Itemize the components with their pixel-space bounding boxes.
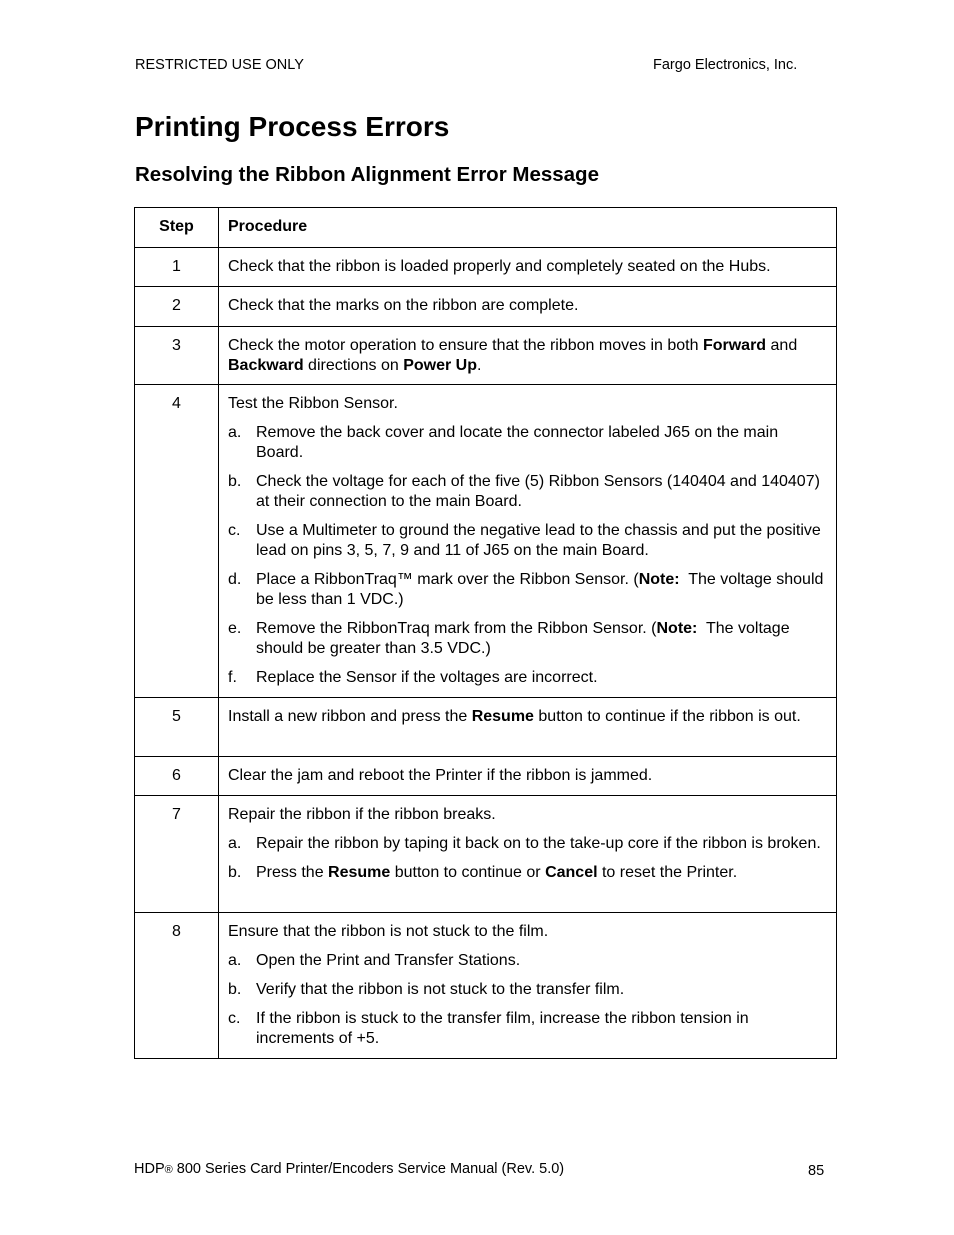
sub-step: b. Verify that the ribbon is not stuck to the transfer film. [228, 981, 625, 998]
step-number: 6 [135, 757, 219, 796]
column-header-procedure: Procedure [219, 208, 837, 248]
running-header-left: RESTRICTED USE ONLY [135, 57, 304, 73]
page-title: Printing Process Errors [135, 111, 450, 142]
table-row [135, 327, 837, 385]
sub-step: b. Check the voltage for each of the five (5) Ribbon Sensors (140404 and 140407) at their connection to the main Board. [228, 473, 820, 510]
step-number: 7 [135, 796, 219, 913]
table-row [135, 385, 837, 698]
sub-step: b. Press the Resume button to continue or Cancel to reset the Printer. [228, 864, 738, 881]
table-row [135, 757, 837, 796]
procedure-text: Check the motor operation to ensure that the ribbon moves in both Forward and Backward directions on Power Up. [219, 327, 837, 385]
table-row [135, 913, 837, 1059]
sub-step: d. Place a RibbonTraq™ mark over the Ribbon Sensor. (Note: The voltage should be less than 1 VDC.) [228, 571, 828, 608]
procedure-text: Repair the ribbon if the ribbon breaks. a. Repair the ribbon by taping it back on to the take-up core if the ribbon is broken. b. Press the Resume button to continue or Cancel to reset the Printer. [219, 796, 837, 913]
table-header-row [135, 208, 837, 248]
procedure-text: Check that the marks on the ribbon are complete. [219, 287, 837, 327]
sub-step: c. Use a Multimeter to ground the negative lead to the chassis and put the positive lead on pins 3, 5, 7, 9 and 11 of J65 on the main Board. [228, 522, 821, 559]
running-header-right: Fargo Electronics, Inc. [653, 57, 798, 73]
sub-step: a. Repair the ribbon by taping it back on to the take-up core if the ribbon is broken. [228, 835, 821, 852]
step-number: 3 [135, 327, 219, 385]
step-number: 5 [135, 698, 219, 757]
sub-step: f. Replace the Sensor if the voltages are incorrect. [228, 669, 598, 686]
step-number: 8 [135, 913, 219, 1059]
section-subtitle: Resolving the Ribbon Alignment Error Message [135, 163, 599, 186]
procedure-table [134, 207, 837, 1059]
table-row [135, 698, 837, 757]
sub-step: c. If the ribbon is stuck to the transfer film, increase the ribbon tension in increments of +5. [228, 1010, 749, 1047]
step-number: 1 [135, 248, 219, 287]
sub-step: e. Remove the RibbonTraq mark from the Ribbon Sensor. (Note: The voltage should be greater than 3.5 VDC.) [228, 620, 795, 657]
page-number: 85 [808, 1163, 825, 1179]
footer-manual-title: HDP® 800 Series Card Printer/Encoders Service Manual (Rev. 5.0) [134, 1161, 565, 1177]
procedure-text: Clear the jam and reboot the Printer if the ribbon is jammed. [219, 757, 837, 796]
sub-step: a. Open the Print and Transfer Stations. [228, 952, 521, 969]
table-row [135, 287, 837, 327]
table-row [135, 248, 837, 287]
sub-step: a. Remove the back cover and locate the connector labeled J65 on the main Board. [228, 424, 779, 461]
procedure-text: Check that the ribbon is loaded properly and completely seated on the Hubs. [219, 248, 837, 287]
step-number: 2 [135, 287, 219, 327]
column-header-step: Step [135, 208, 219, 248]
procedure-text: Test the Ribbon Sensor. a. Remove the back cover and locate the connector labeled J65 on the main Board. b. Check the voltage for each of the five (5) Ribbon Sensors (140404 and 140407) at their connection to the main Board. c. Use a Multimeter to ground the negative lead to the chassis and put the positive lead on pins 3, 5, 7, 9 and 11 of J65 on the main Board. d. Place a RibbonTraq™ mark over the Ribbon Sensor. (Note: The voltage should be less than 1 VDC.) e. Remove the RibbonTraq mark from the Ribbon Sensor. (Note: The voltage should be greater than 3.5 VDC.) f. Replace the Sensor if the voltages are incorrect. [219, 385, 837, 698]
procedure-text: Ensure that the ribbon is not stuck to the film. a. Open the Print and Transfer Stations. b. Verify that the ribbon is not stuck to the transfer film. c. If the ribbon is stuck to the transfer film, increase the ribbon tension in increments of +5. [219, 913, 837, 1059]
procedure-text: Install a new ribbon and press the Resume button to continue if the ribbon is out. [219, 698, 837, 757]
table-row [135, 796, 837, 913]
step-number: 4 [135, 385, 219, 698]
